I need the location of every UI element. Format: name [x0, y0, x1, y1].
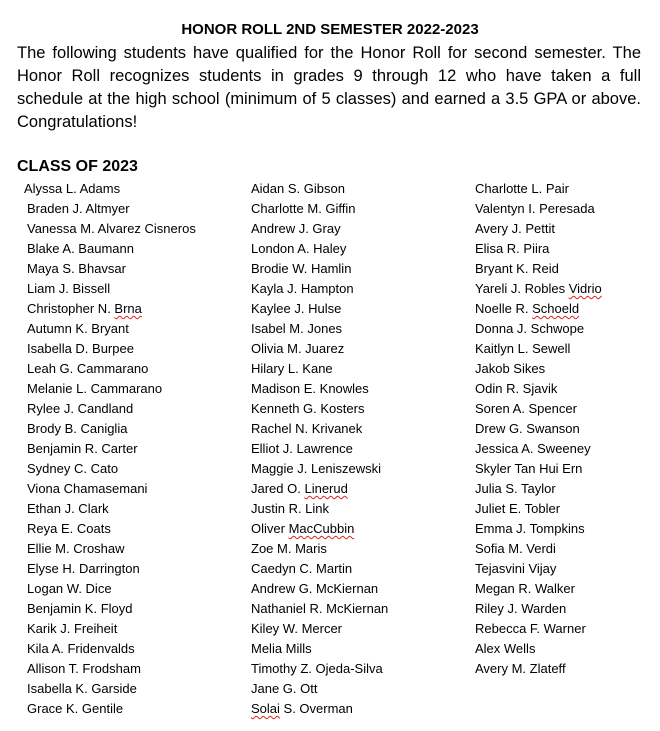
spellcheck-flagged-word: MacCubbin	[288, 521, 355, 536]
student-name	[475, 499, 602, 519]
student-name	[27, 619, 196, 639]
student-name	[251, 299, 388, 319]
student-name	[251, 499, 388, 519]
page-title: HONOR ROLL 2ND SEMESTER 2022-2023	[181, 21, 479, 38]
name-text: Rylee J. Candland	[27, 401, 134, 416]
student-name	[475, 379, 602, 399]
name-text: Kila A. Fridenvalds	[27, 641, 135, 656]
name-text: Jakob Sikes	[475, 361, 546, 376]
name-text: Madison E. Knowles	[251, 381, 369, 396]
student-name	[27, 259, 196, 279]
student-name	[27, 479, 196, 499]
name-text: Brody B. Caniglia	[27, 421, 128, 436]
name-text: Donna J. Schwope	[475, 321, 585, 336]
student-name	[251, 519, 388, 539]
name-text: Andrew G. McKiernan	[251, 581, 379, 596]
student-name	[475, 539, 602, 559]
name-text: Liam J. Bissell	[27, 281, 111, 296]
student-name	[251, 599, 388, 619]
student-name	[251, 699, 388, 719]
name-text: Valentyn I. Peresada	[475, 201, 595, 216]
student-name	[27, 439, 196, 459]
student-name	[251, 239, 388, 259]
name-text: Bryant K. Reid	[475, 261, 559, 276]
student-name	[251, 259, 388, 279]
name-text: Aidan S. Gibson	[251, 181, 345, 196]
name-text: Timothy Z. Ojeda-Silva	[251, 661, 383, 676]
name-text: Avery J. Pettit	[475, 221, 555, 236]
name-column-3	[475, 179, 602, 679]
name-text: Elyse H. Darrington	[27, 561, 140, 576]
spellcheck-flagged-word: Linerud	[304, 481, 348, 496]
name-text: Odin R. Sjavik	[475, 381, 558, 396]
class-heading: CLASS OF 2023	[17, 158, 138, 175]
name-text: Soren A. Spencer	[475, 401, 577, 416]
name-text: Maggie J. Leniszewski	[251, 461, 382, 476]
student-name	[475, 179, 602, 199]
name-text: S. Overman	[279, 701, 353, 716]
student-name	[27, 199, 196, 219]
name-text: Brodie W. Hamlin	[251, 261, 352, 276]
name-text: Andrew J. Gray	[251, 221, 341, 236]
student-name	[251, 319, 388, 339]
spellcheck-flagged-word: Solai	[251, 701, 280, 716]
name-text: Jessica A. Sweeney	[475, 441, 591, 456]
name-text: Melanie L. Cammarano	[27, 381, 163, 396]
name-text: Kaylee J. Hulse	[251, 301, 342, 316]
name-text: Jane G. Ott	[251, 681, 318, 696]
student-name	[27, 279, 196, 299]
name-text: Hilary L. Kane	[251, 361, 333, 376]
student-name	[251, 479, 388, 499]
student-name	[475, 219, 602, 239]
name-text: Megan R. Walker	[475, 581, 575, 596]
name-text: Elisa R. Piira	[475, 241, 550, 256]
name-text: Isabella D. Burpee	[27, 341, 134, 356]
name-text: Sydney C. Cato	[27, 461, 119, 476]
student-name	[27, 679, 196, 699]
intro-paragraph	[17, 42, 641, 134]
student-name	[475, 339, 602, 359]
student-name	[27, 599, 196, 619]
student-name	[475, 559, 602, 579]
student-name	[475, 259, 602, 279]
name-text: Noelle R.	[475, 301, 533, 316]
student-name	[27, 559, 196, 579]
name-text: Alex Wells	[475, 641, 536, 656]
name-column-1	[24, 179, 196, 719]
name-text: Drew G. Swanson	[475, 421, 580, 436]
student-name	[27, 579, 196, 599]
student-name	[27, 359, 196, 379]
student-name	[27, 239, 196, 259]
name-text: Oliver	[251, 521, 289, 536]
student-name	[251, 199, 388, 219]
name-text: Isabella K. Garside	[27, 681, 137, 696]
student-name	[475, 359, 602, 379]
student-name	[251, 179, 388, 199]
name-text: Kiley W. Mercer	[251, 621, 343, 636]
spellcheck-flagged-word: Brna	[114, 301, 142, 316]
name-text: Justin R. Link	[251, 501, 330, 516]
name-text: Riley J. Warden	[475, 601, 567, 616]
student-name	[475, 519, 602, 539]
student-name	[251, 419, 388, 439]
student-name	[251, 219, 388, 239]
student-name	[27, 639, 196, 659]
student-name	[27, 399, 196, 419]
name-text: Olivia M. Juarez	[251, 341, 345, 356]
student-name	[27, 699, 196, 719]
name-text: Isabel M. Jones	[251, 321, 343, 336]
name-text: Reya E. Coats	[27, 521, 111, 536]
student-name	[475, 459, 602, 479]
student-name	[27, 519, 196, 539]
name-text: Melia Mills	[251, 641, 312, 656]
name-text: Tejasvini Vijay	[475, 561, 557, 576]
student-name	[475, 619, 602, 639]
student-name	[475, 279, 602, 299]
name-text: Leah G. Cammarano	[27, 361, 149, 376]
student-name	[251, 379, 388, 399]
name-text: Blake A. Baumann	[27, 241, 134, 256]
name-text: Julia S. Taylor	[475, 481, 556, 496]
name-text: Christopher N.	[27, 301, 115, 316]
student-name	[27, 659, 196, 679]
student-name	[475, 319, 602, 339]
student-name	[251, 619, 388, 639]
student-name	[27, 419, 196, 439]
student-name	[251, 679, 388, 699]
student-name	[475, 479, 602, 499]
name-text: Avery M. Zlateff	[475, 661, 566, 676]
student-name	[27, 299, 196, 319]
student-name	[251, 559, 388, 579]
name-text: Karik J. Freiheit	[27, 621, 118, 636]
student-name	[475, 239, 602, 259]
name-text: Kaitlyn L. Sewell	[475, 341, 571, 356]
name-text: Alyssa L. Adams	[24, 181, 121, 196]
student-name	[251, 539, 388, 559]
student-name	[27, 499, 196, 519]
student-name	[475, 199, 602, 219]
name-text: Skyler Tan Hui Ern	[475, 461, 583, 476]
intro-line: schedule at the high school (minimum of 5 classes) and earned a 3.5 GPA or above.	[17, 90, 641, 108]
name-text: Caedyn C. Martin	[251, 561, 353, 576]
name-column-2	[251, 179, 388, 719]
student-name	[251, 279, 388, 299]
intro-line: Honor Roll recognizes students in grades 9 through 12 who have taken a full	[17, 67, 641, 85]
name-text: Viona Chamasemani	[27, 481, 148, 496]
student-name	[475, 419, 602, 439]
name-text: Ellie M. Croshaw	[27, 541, 125, 556]
student-name	[251, 579, 388, 599]
spellcheck-flagged-word: Vidrio	[568, 281, 602, 296]
name-text: Sofia M. Verdi	[475, 541, 556, 556]
name-text: Elliot J. Lawrence	[251, 441, 353, 456]
name-text: London A. Haley	[251, 241, 347, 256]
student-name	[27, 219, 196, 239]
name-text: Grace K. Gentile	[27, 701, 124, 716]
name-text: Logan W. Dice	[27, 581, 112, 596]
name-text: Charlotte M. Giffin	[251, 201, 356, 216]
student-name	[27, 319, 196, 339]
student-name	[27, 379, 196, 399]
name-text: Kayla J. Hampton	[251, 281, 354, 296]
name-text: Zoe M. Maris	[251, 541, 327, 556]
student-name	[251, 339, 388, 359]
student-name	[251, 359, 388, 379]
student-name	[24, 179, 196, 199]
name-text: Jared O.	[251, 481, 305, 496]
student-name	[475, 299, 602, 319]
student-name	[475, 399, 602, 419]
name-text: Rachel N. Krivanek	[251, 421, 363, 436]
student-name	[251, 399, 388, 419]
intro-line: The following students have qualified for the Honor Roll for second semester. The	[17, 44, 641, 62]
student-name	[27, 339, 196, 359]
student-name	[27, 459, 196, 479]
name-text: Emma J. Tompkins	[475, 521, 585, 536]
name-text: Vanessa M. Alvarez Cisneros	[27, 221, 196, 236]
name-text: Rebecca F. Warner	[475, 621, 586, 636]
name-text: Yareli J. Robles	[475, 281, 569, 296]
name-text: Kenneth G. Kosters	[251, 401, 365, 416]
name-text: Charlotte L. Pair	[475, 181, 569, 196]
student-name	[251, 459, 388, 479]
name-text: Nathaniel R. McKiernan	[251, 601, 389, 616]
spellcheck-flagged-word: Schoeld	[532, 301, 580, 316]
student-name	[251, 659, 388, 679]
name-text: Autumn K. Bryant	[27, 321, 129, 336]
student-name	[475, 659, 602, 679]
intro-line: Congratulations!	[17, 113, 138, 131]
name-text: Braden J. Altmyer	[27, 201, 130, 216]
student-name	[475, 639, 602, 659]
name-text: Benjamin R. Carter	[27, 441, 138, 456]
student-name	[475, 599, 602, 619]
student-name	[251, 639, 388, 659]
name-text: Ethan J. Clark	[27, 501, 109, 516]
student-name	[475, 439, 602, 459]
student-name	[27, 539, 196, 559]
name-text: Maya S. Bhavsar	[27, 261, 126, 276]
name-text: Benjamin K. Floyd	[27, 601, 133, 616]
name-text: Juliet E. Tobler	[475, 501, 561, 516]
student-name	[251, 439, 388, 459]
name-text: Allison T. Frodsham	[27, 661, 141, 676]
student-name	[475, 579, 602, 599]
